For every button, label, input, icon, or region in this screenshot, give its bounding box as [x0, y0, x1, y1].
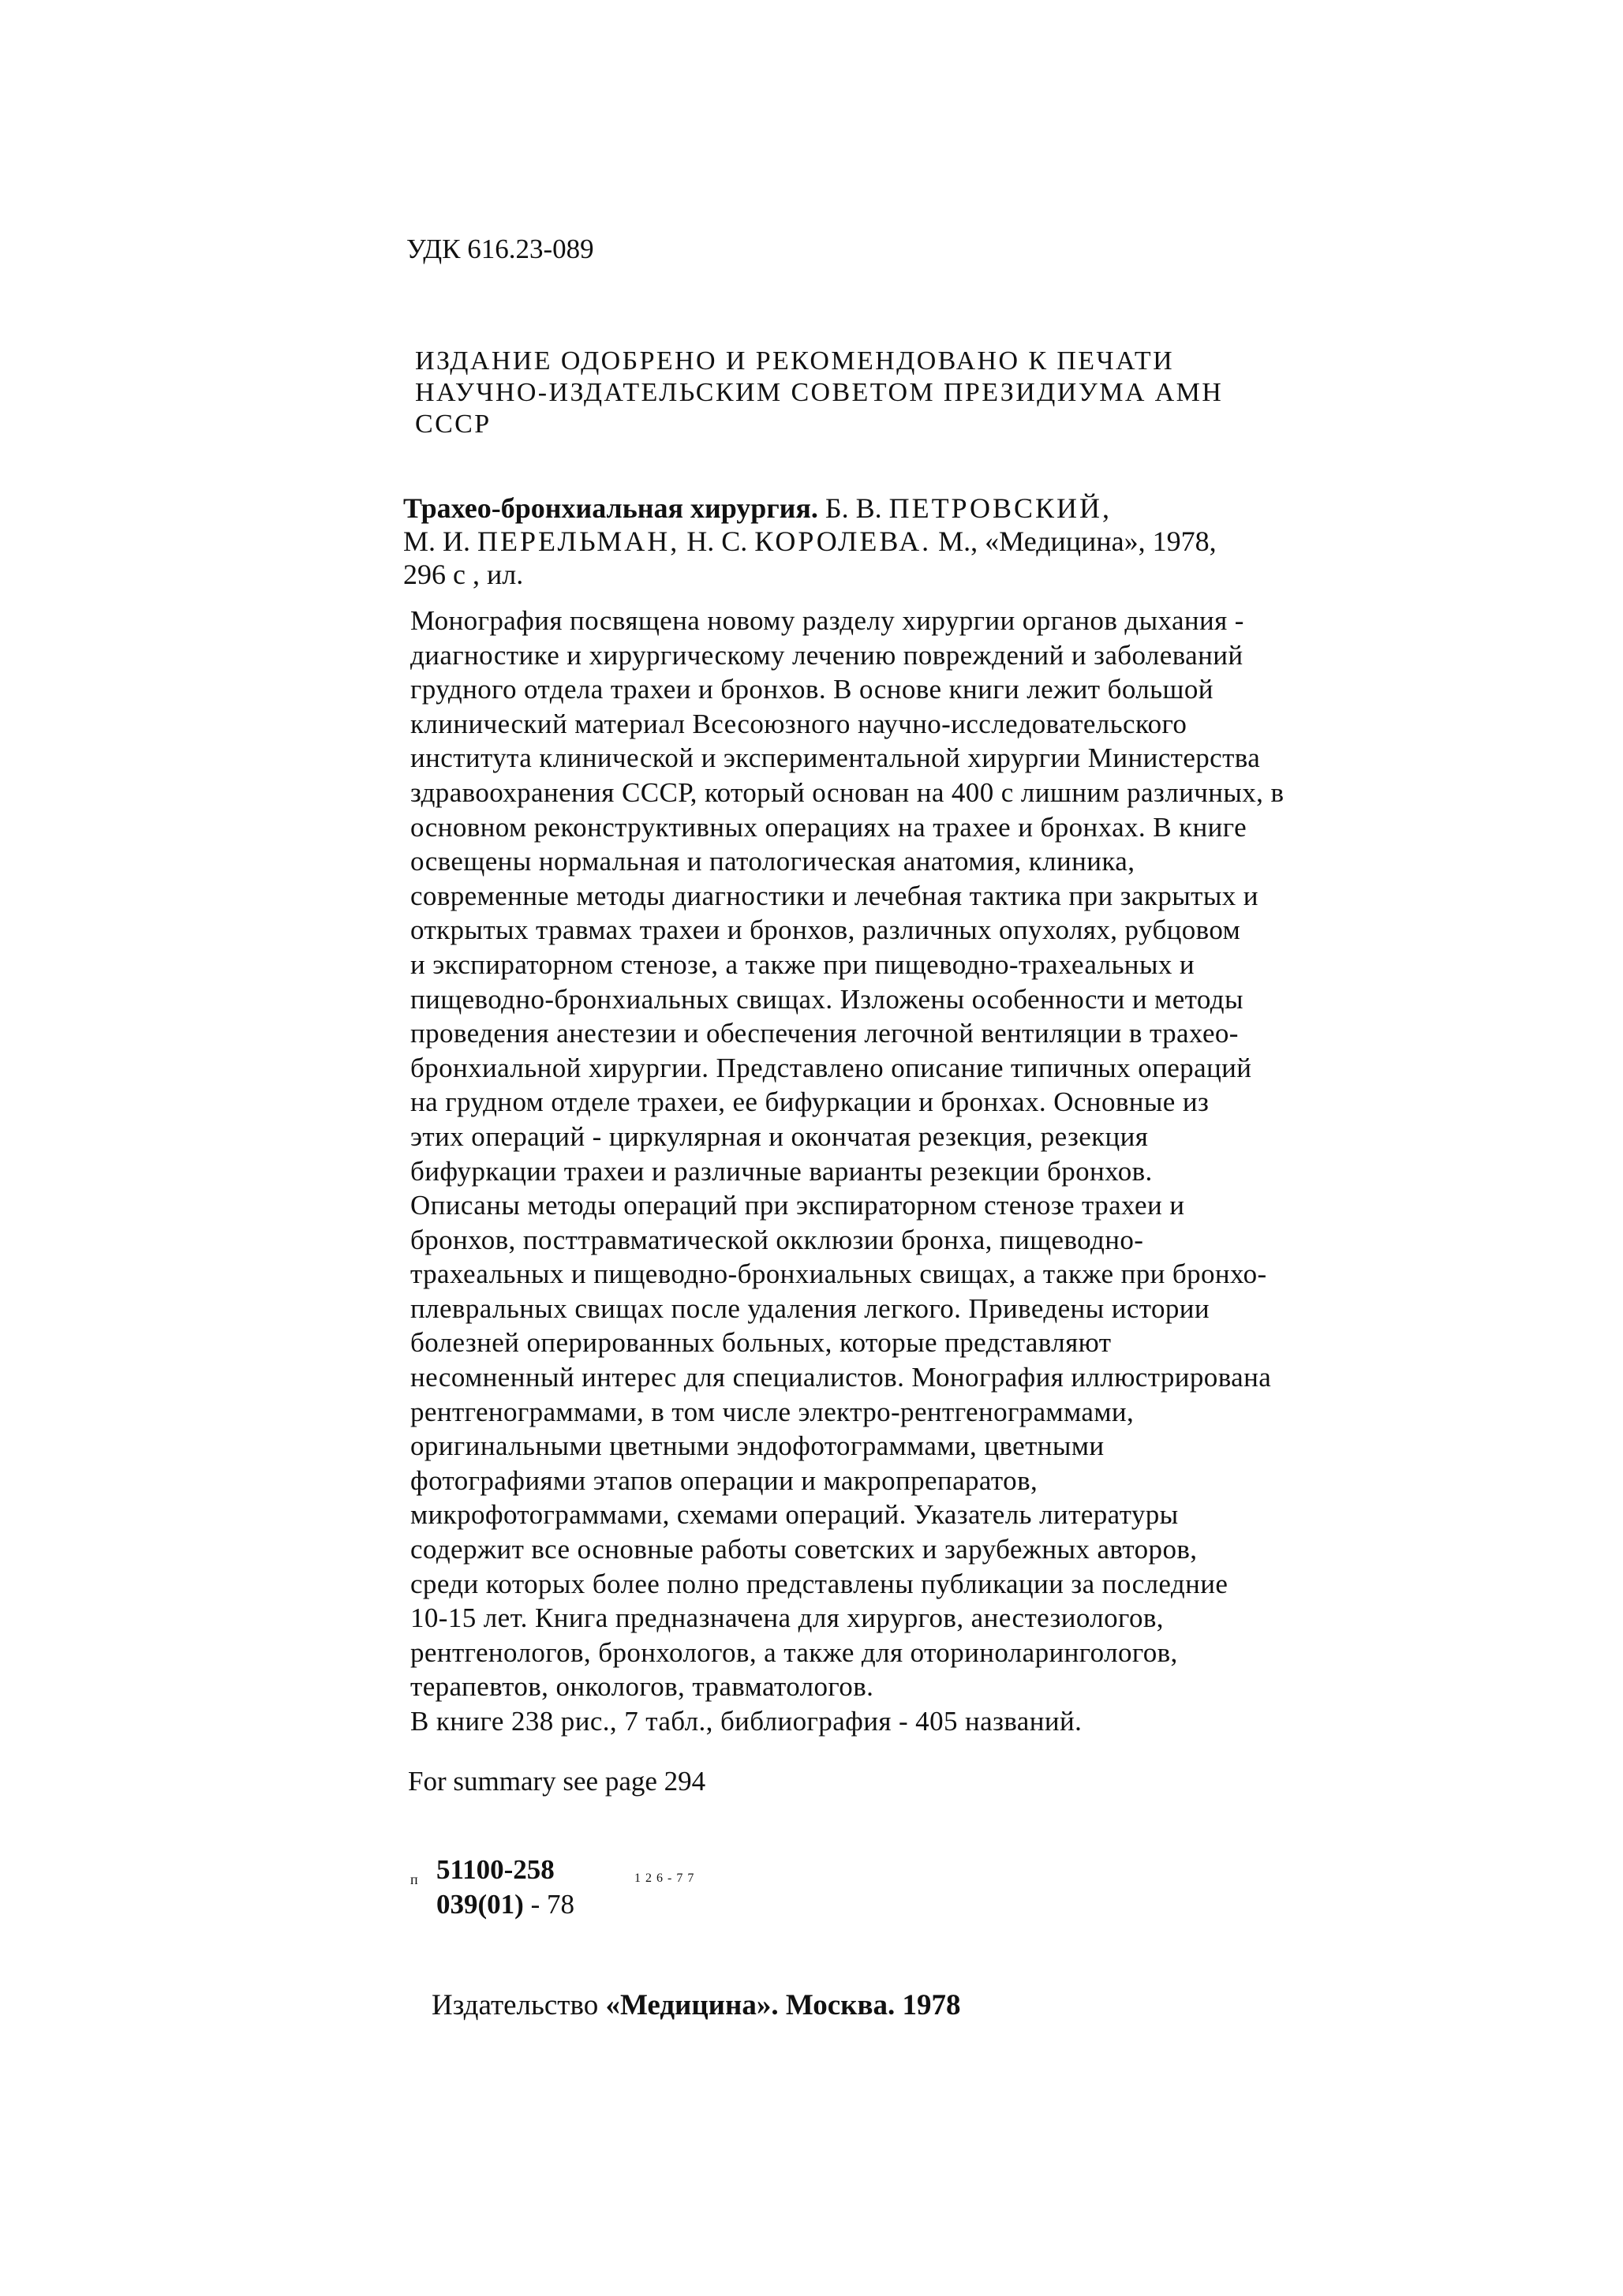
approval-line-2: НАУЧНО-ИЗДАТЕЛЬСКИМ СОВЕТОМ ПРЕЗИДИУМА АМН	[415, 378, 1224, 407]
code-line-2-bold: 039(01)	[436, 1889, 524, 1920]
abstract-line: освещены нормальная и патологическая анатомия, клиника,	[410, 846, 1135, 877]
abstract-line: проведения анестезии и обеспечения легочной вентиляции в трахео-	[410, 1018, 1239, 1049]
abstract-line: плевральных свищах после удаления легкого. Приведены истории	[410, 1292, 1210, 1324]
author-3-initials: Н. С.	[686, 525, 748, 557]
abstract-line: среди которых более полно представлены публикации за последние	[410, 1568, 1228, 1599]
udk-code: УДК 616.23-089	[406, 234, 594, 264]
imprint: М., «Медицина», 1978,	[938, 525, 1217, 557]
publisher-line	[432, 1988, 960, 2022]
abstract-line: трахеальных и пищеводно-бронхиальных свищах, а также при бронхо-	[410, 1258, 1267, 1290]
author-1-initials: Б. В.	[825, 492, 882, 524]
abstract-line: 10-15 лет. Книга предназначена для хирургов, анестезиологов,	[410, 1602, 1164, 1634]
code-line-2	[436, 1889, 574, 1920]
approval-line-1: ИЗДАНИЕ ОДОБРЕНО И РЕКОМЕНДОВАНО К ПЕЧАТИ	[415, 346, 1175, 376]
abstract-line: Описаны методы операций при экспираторном стенозе трахеи и	[410, 1190, 1185, 1221]
abstract-line: фотографиями этапов операции и макропрепаратов,	[410, 1464, 1038, 1496]
abstract-line: открытых травмах трахеи и бронхов, различных опухолях, рубцовом	[410, 914, 1241, 946]
summary-reference: For summary see page 294	[408, 1766, 706, 1797]
abstract-line: В книге 238 рис., 7 табл., библиография - 405 названий.	[410, 1706, 1083, 1737]
abstract-line: и экспираторном стенозе, а также при пищеводно-трахеальных и	[410, 948, 1195, 980]
abstract-line: содержит все основные работы советских и зарубежных авторов,	[410, 1534, 1198, 1565]
author-2-initials: М. И.	[403, 525, 471, 557]
abstract-line: диагностике и хирургическому лечению повреждений и заболеваний	[410, 639, 1243, 671]
approval-notice	[415, 346, 1223, 440]
abstract-line: пищеводно-бронхиальных свищах. Изложены особенности и методы	[410, 983, 1243, 1015]
abstract-line: основном реконструктивных операциях на трахее и бронхах. В книге	[410, 811, 1247, 843]
abstract-line: современные методы диагностики и лечебная тактика при закрытых и	[410, 880, 1258, 911]
abstract-line: здравоохранения СССР, который основан на 400 с лишним различных, в	[410, 776, 1285, 808]
citation-line-2	[403, 525, 1217, 558]
publisher-prefix: Издательство	[432, 1989, 606, 2021]
abstract-line: терапевтов, онкологов, травматологов.	[410, 1671, 874, 1703]
abstract-line: этих операций - циркулярная и окончатая резекция, резекция	[410, 1120, 1149, 1152]
code-prefix: п	[410, 1872, 418, 1887]
abstract-line: болезней оперированных больных, которые представляют	[410, 1327, 1112, 1359]
publisher-name: «Медицина». Москва. 1978	[605, 1989, 961, 2021]
abstract-line: бифуркации трахеи и различные варианты резекции бронхов.	[410, 1155, 1153, 1187]
citation-line-3: 296 с , ил.	[403, 559, 524, 590]
abstract-line: рентгенограммами, в том числе электро-рентгенограммами,	[410, 1396, 1135, 1427]
author-1-surname: ПЕТРОВСКИЙ,	[888, 492, 1113, 524]
code-line-2-rest: - 78	[523, 1889, 574, 1920]
approval-line-3: СССР	[415, 409, 492, 439]
abstract-line: бронхиальной хирургии. Представлено описание типичных операций	[410, 1052, 1252, 1083]
code-subscript: 126-77	[634, 1872, 699, 1885]
abstract-line: института клинической и экспериментальной хирургии Министерства	[410, 742, 1261, 774]
author-2-surname: ПЕРЕЛЬМАН,	[477, 525, 680, 557]
abstract-line: несомненный интерес для специалистов. Монография иллюстрирована	[410, 1362, 1272, 1393]
code-line-1: 51100-258	[436, 1854, 555, 1885]
abstract-line: клинический материал Всесоюзного научно-исследовательского	[410, 708, 1187, 739]
bibliographic-citation	[403, 492, 1217, 591]
abstract-line: оригинальными цветными эндофотограммами, цветными	[410, 1430, 1105, 1462]
abstract-line: бронхов, посттравматической окклюзии бронха, пищеводно-	[410, 1224, 1144, 1255]
abstract-line: микрофотограммами, схемами операций. Указатель литературы	[410, 1499, 1179, 1531]
abstract	[410, 604, 1284, 1739]
abstract-line: Монография посвящена новому разделу хирургии органов дыхания -	[410, 605, 1244, 636]
abstract-line: на грудном отделе трахеи, ее бифуркации и бронхах. Основные из	[410, 1086, 1210, 1118]
author-3-surname: КОРОЛЕВА.	[754, 525, 932, 557]
book-title: Трахео-бронхиальная хирургия.	[403, 492, 818, 524]
abstract-line: рентгенологов, бронхологов, а также для оториноларингологов,	[410, 1636, 1178, 1668]
abstract-line: грудного отдела трахеи и бронхов. В основе книги лежит большой	[410, 674, 1214, 705]
citation-line-1	[403, 492, 1217, 525]
